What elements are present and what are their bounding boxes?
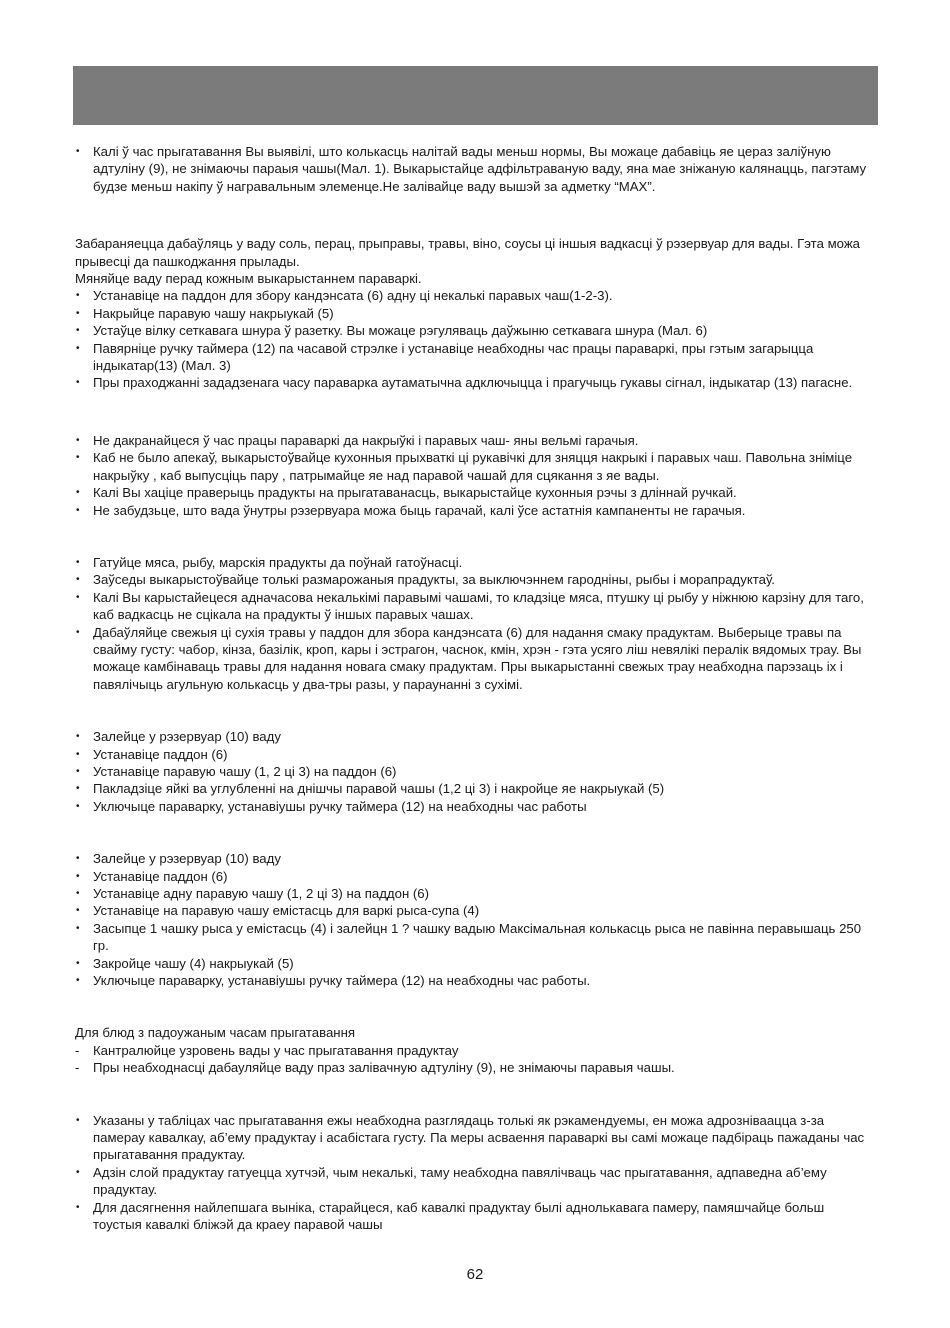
section-usage — [75, 235, 875, 392]
section-cooking-time-notes — [75, 1112, 875, 1234]
list-item: • Каб не было апекаў, выкарыстоўвайце кухонныя прыхваткі ці рукавічкі для зняцця накрыкі і паравых чаш. Павольна зніміце накрыўку , каб выпусціць пару , патрымайце яе над паравой чашай для сцякання з яе вады. — [75, 449, 875, 484]
section-safety — [75, 432, 875, 519]
section-long-cooking — [75, 1024, 875, 1076]
warning-paragraph: Забараняецца дабаўляць у ваду соль, перац, прыправы, травы, віно, соусы ці іншыя вадкасці ў рэзервуар для вады. Гэта можа прывесці да пашкоджання прылады. — [75, 236, 860, 269]
list-item: • Калі Вы хаціце праверыць прадукты на прыгатаванасць, выкарыстайце кухонныя рэчы з дліннай ручкай. — [75, 484, 875, 501]
list-item: - Кантралюйце узровень вады у час прыгатавання прадуктау — [75, 1042, 875, 1059]
instruction-paragraph: Мяняйце ваду перад кожным выкарыстаннем параваркі. — [75, 271, 422, 287]
list-item: • Устанавіце паддон (6) — [75, 746, 875, 763]
list-item: • Калі Вы карыстайецеся адначасова некалькімі паравымі чашамі, то кладзіце мяса, птушку ці рыбу у ніжнюю карзіну для таго, каб вадкасць не сцікала на прадукты ў іншых паравых чашах. — [75, 589, 875, 624]
list-item: • Устанавіце на паравую чашу емістасць для варкі рыса-супа (4) — [75, 902, 875, 919]
list-item: • Для дасягнення найлепшага выніка, старайцеся, каб кавалкі прадуктау былі аднолькавага памеру, памяшчайце больш тоустыя кавалкі бліжэй да краеу паравой чашы — [75, 1199, 875, 1234]
list-item: • Устанавіце адну паравую чашу (1, 2 ці 3) на паддон (6) — [75, 885, 875, 902]
list-item: • Пакладзіце яйкі ва углубленні на днішчы паравой чашы (1,2 ці 3) і накройце яе накрыукай (5) — [75, 780, 875, 797]
page-number: 62 — [466, 1266, 484, 1283]
list-item: • Гатуйце мяса, рыбу, марскія прадукты да поўнай гатоўнасці. — [75, 554, 875, 571]
section-eggs — [75, 728, 875, 815]
list-item: • Устанавіце на паддон для збору кандэнсата (6) адну ці некалькі паравых чаш(1-2-3). — [75, 287, 875, 304]
section-water-refill — [75, 143, 875, 195]
list-item: • Закройце чашу (4) накрыукай (5) — [75, 955, 875, 972]
list-item: • Залейце у рэзервуар (10) ваду — [75, 728, 875, 745]
list-item: • Калі ў час прыгатавання Вы выявілі, што колькасць налітай вады меньш нормы, Вы можаце дабавіць яе цераз заліўную адтуліну (9), не знімаючы параыя чашы(Мал. 1). Выкарыстайце адфільтраваную ваду, яна мае зніжаную калянацць, пагэтаму будзе меньш накіпу ў награвальным элеменце.Не залівайце ваду вышэй за адметку “MAX”. — [75, 143, 875, 195]
list-item: • Адзін слой прадуктау гатуецца хутчэй, чым некалькі, таму неабходна павялічваць час прыгатавання, адпаведна аб’ему прадуктау. — [75, 1164, 875, 1199]
list-item: - Пры неабходнасці дабауляйце ваду праз залівачную адтуліну (9), не знімаючы паравыя чашы. — [75, 1059, 875, 1076]
list-item: • Уключыце параварку, устанавіушы ручку таймера (12) на неабходны час работы — [75, 798, 875, 815]
section-cooking-tips — [75, 554, 875, 693]
list-item: • Устанавіце паддон (6) — [75, 868, 875, 885]
list-item: • Не дакранайцеся ў час працы параваркі да накрыўкі і паравых чаш- яны вельмі гарачыя. — [75, 432, 875, 449]
list-item: • Засыпце 1 чашку рыса у емістасць (4) і залейцн 1 ? чашку вадыю Максімальная колькасць рыса не павінна перавышаць 250 гр. — [75, 920, 875, 955]
list-item: • Указаны у табліцах час прыгатавання ежы неабходна разглядаць толькі як рэкамендуемы, ен можа адрозніваацца з-за памерау кавалкау, аб’ему прадуктау і асабістага густу. Па меры асваення параваркі вы самі можаце падбіраць пажаданы час прыгатавання прадуктау. — [75, 1112, 875, 1164]
page-content — [75, 143, 875, 1234]
list-item: • Павярніце ручку таймера (12) па часавой стрэлке і устанавіце неабходны час працы параваркі, пры гэтым загарыцца індыкатар(13) (Мал. 3) — [75, 340, 875, 375]
list-item: • Устаўце вілку сеткавага шнура ў разетку. Вы можаце рэгуляваць даўжыню сеткавага шнура (Мал. 6) — [75, 322, 875, 339]
section-rice — [75, 850, 875, 989]
list-item: • Пры праходжанні зададзенага часу параварка аутаматычна адключыцца і прагучыць гукавы сігнал, індыкатар (13) пагасне. — [75, 374, 875, 391]
list-item: • Накрыйце паравую чашу накрыукай (5) — [75, 305, 875, 322]
section-intro: Для блюд з падоужаным часам прыгатавання — [75, 1025, 356, 1041]
list-item: • Залейце у рэзервуар (10) ваду — [75, 850, 875, 867]
header-bar — [73, 66, 878, 125]
list-item: • Дабаўляйце свежыя ці сухія травы у паддон для збора кандэнсата (6) для надання смаку прадуктам. Выберыце травы па свайму густу: чабор, кінза, базілік, кроп, кары і эстрагон, часнок, кмін, хрэн - гэта усяго ліш невялікі пералік вядомых трау. Вы можаце камбінаваць травы для надання новага смаку прадуктам. Пры выкарыстанні свежых трау неабходна парэзаць іх і павялічыць агульную колькасць у два-тры разы, у параунанні з сухімі. — [75, 624, 875, 694]
list-item: • Заўседы выкарыстоўвайце толькі размарожаныя прадукты, за выключэннем гароднiны, рыбы і морапрадуктаў. — [75, 571, 875, 588]
list-item: • Уключыце параварку, устанавіушы ручку таймера (12) на неабходны час работы. — [75, 972, 875, 989]
list-item: • Не забудзьце, што вада ўнутры рэзервуара можа быць гарачай, калі ўсе астатнія кампаненты не гарачыя. — [75, 502, 875, 519]
list-item: • Устанавіце паравую чашу (1, 2 ці 3) на паддон (6) — [75, 763, 875, 780]
